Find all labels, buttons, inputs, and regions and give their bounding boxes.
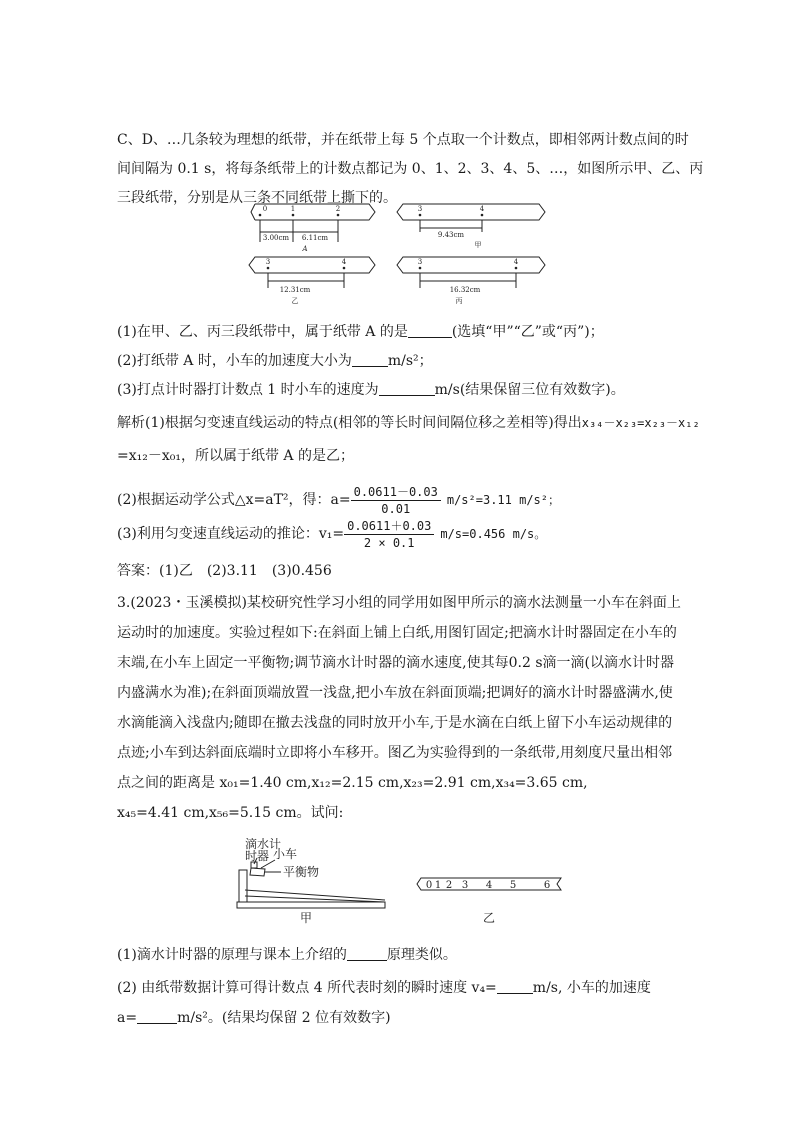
fraction-denominator: 0.01 xyxy=(381,501,411,516)
problem3-line-5: 水滴能滴入浅盘内;随即在撤去浅盘的同时放开小车,于是水滴在白纸上留下小车运动规律的 xyxy=(117,715,673,731)
question-1 xyxy=(117,322,682,342)
problem3-line-4: 内盛满水为准);在斜面顶端放置一浅盘,把小车放在斜面顶端;把调好的滴水计时器盛满水,使 xyxy=(117,685,673,701)
intro-line-1: C、D、…几条较为理想的纸带，并在纸带上每 5 个点取一个计数点，即相邻两计数点间的时 xyxy=(117,132,689,148)
problem3-line-6: 点迹;小车到达斜面底端时立即将小车移开。图乙为实验得到的一条纸带,用刻度尺量出相邻 xyxy=(117,745,673,761)
analysis-text-1: 解析(1)根据匀变速直线运动的特点(相邻的等长时间间隔位移之差相等)得出 xyxy=(117,415,582,431)
tapeJia-dim: 9.43cm xyxy=(437,231,465,239)
tapeYi-dim: 12.31cm xyxy=(279,286,311,294)
label-balance: 平衡物 xyxy=(283,865,320,879)
label-drip-timer-1: 滴水计 xyxy=(245,838,282,851)
incline-figure xyxy=(225,838,565,938)
answer-line: 答案：(1)乙 (2)3.11 (3)0.456 xyxy=(117,563,332,579)
tapeBing-dim: 16.32cm xyxy=(449,286,481,294)
analysis-result-4: m/s=0.456 m/s。 xyxy=(440,527,547,541)
fraction-numerator: 0.0611＋0.03 xyxy=(344,518,434,535)
tape-figure xyxy=(245,200,555,310)
intro-line-2: 间间隔为 0.1 s，将每条纸带上的计数点都记为 0、1、2、3、4、5、…，如图所示甲、乙、丙 xyxy=(117,161,704,177)
fraction-acceleration xyxy=(351,484,441,517)
tapeYi-mark-4: 4 xyxy=(341,258,347,266)
fraction-numerator: 0.0611－0.03 xyxy=(351,484,441,501)
p3-answer-blank-1[interactable] xyxy=(347,946,387,961)
problem3-line-8: x₄₅=4.41 cm,x₅₆=5.15 cm。试问: xyxy=(117,805,344,821)
problem3-line-2: 运动时的加速度。实验过程如下:在斜面上铺上白纸,用图钉固定;把滴水计时器固定在小车的 xyxy=(117,625,677,641)
question-1-hint: (选填“甲”“乙”或“丙”)； xyxy=(451,324,604,340)
tape2-mark-0: 0 xyxy=(425,880,433,891)
p3-accel-label: a= xyxy=(117,1010,138,1026)
problem3-line-7: 点之间的距离是 x₀₁=1.40 cm,x₁₂=2.15 cm,x₂₃=2.91 cm,x₃₄=3.65 cm, xyxy=(117,775,588,791)
p3-answer-blank-3[interactable] xyxy=(137,1009,177,1024)
p3-question-2-text: (2) 由纸带数据计算可得计数点 4 所代表时刻的瞬时速度 v₄= xyxy=(117,980,497,996)
question-2-unit: m/s²； xyxy=(387,353,433,369)
analysis-line-1 xyxy=(117,413,700,433)
p3-accel-unit: m/s²。(结果均保留 2 位有效数字) xyxy=(177,1010,391,1026)
tapeA-mark-1: 1 xyxy=(290,205,296,213)
question-3-text: (3)打点计时器打计数点 1 时小车的速度为 xyxy=(117,382,379,398)
question-2-text: (2)打纸带 A 时，小车的加速度大小为 xyxy=(117,353,352,369)
p3-question-2-cont xyxy=(117,1008,682,1028)
answer-blank-1[interactable] xyxy=(408,323,452,338)
tapeJia-mark-4: 4 xyxy=(479,205,485,213)
analysis-line-2: =x₁₂－x₀₁，所以属于纸带 A 的是乙； xyxy=(117,448,354,464)
tape2-mark-6: 6 xyxy=(543,880,551,891)
analysis-result-3: m/s²=3.11 m/s²； xyxy=(446,493,561,507)
tape2-mark-2: 2 xyxy=(445,880,453,891)
label-car: 小车 xyxy=(273,847,298,861)
fraction-velocity xyxy=(344,518,434,551)
caption-yi: 乙 xyxy=(483,911,496,925)
analysis-formula-1: x₃₄－x₂₃=x₂₃－x₁₂ xyxy=(581,416,700,430)
tapeA-mark-2: 2 xyxy=(335,205,341,213)
problem3-line-3: 末端,在小车上固定一平衡物;调节滴水计时器的滴水速度,使其每0.2 s滴一滴(以滴水计时器 xyxy=(117,655,674,671)
tapeA-dim-1: 3.00cm xyxy=(262,234,290,242)
answer-blank-2[interactable] xyxy=(352,352,388,367)
problem3-line-1: 3.(2023・玉溪模拟)某校研究性学习小组的同学用如图甲所示的滴水法测量一小车在斜面上 xyxy=(117,595,681,611)
p3-question-1-suffix: 原理类似。 xyxy=(386,947,457,963)
tape2-mark-4: 4 xyxy=(485,880,493,891)
question-1-text: (1)在甲、乙、丙三段纸带中，属于纸带 A 的是 xyxy=(117,324,408,340)
p3-question-1-text: (1)滴水计时器的原理与课本上介绍的 xyxy=(117,947,347,963)
tape2-mark-5: 5 xyxy=(509,880,517,891)
tapeJia-mark-3: 3 xyxy=(417,205,423,213)
analysis-line-4 xyxy=(117,514,682,554)
tapeBing-mark-4: 4 xyxy=(513,258,519,266)
p3-question-1 xyxy=(117,945,682,965)
tapeA-mark-0: 0 xyxy=(262,205,268,213)
label-drip-timer-2: 时器 xyxy=(245,849,270,863)
answer-blank-3[interactable] xyxy=(379,381,435,396)
p3-question-2-suffix: m/s, 小车的加速度 xyxy=(532,980,651,996)
tapeJia-label: 甲 xyxy=(474,241,482,249)
tape2-mark-1: 1 xyxy=(434,880,442,891)
fraction-denominator: 2 × 0.1 xyxy=(363,535,415,550)
intro-line-3: 三段纸带，分别是从三条不同纸带上撕下的。 xyxy=(117,190,397,206)
analysis-text-4: (3)利用匀变速直线运动的推论：v₁= xyxy=(117,526,345,542)
tapeYi-mark-3: 3 xyxy=(265,258,271,266)
tapeBing-label: 丙 xyxy=(455,297,463,305)
tape2-mark-3: 3 xyxy=(461,880,469,891)
question-3 xyxy=(117,380,682,400)
tapeA-label: A xyxy=(302,245,308,253)
tapeYi-label: 乙 xyxy=(291,297,299,305)
tapeA-dim-2: 6.11cm xyxy=(301,234,329,242)
tapeBing-mark-3: 3 xyxy=(417,258,423,266)
question-3-unit: m/s(结果保留三位有效数字)。 xyxy=(434,382,625,398)
p3-answer-blank-2[interactable] xyxy=(497,979,533,994)
p3-question-2 xyxy=(117,978,682,998)
question-2 xyxy=(117,351,682,371)
analysis-text-3: (2)根据运动学公式△x=aT²，得：a= xyxy=(117,492,351,508)
caption-jia: 甲 xyxy=(300,911,313,925)
